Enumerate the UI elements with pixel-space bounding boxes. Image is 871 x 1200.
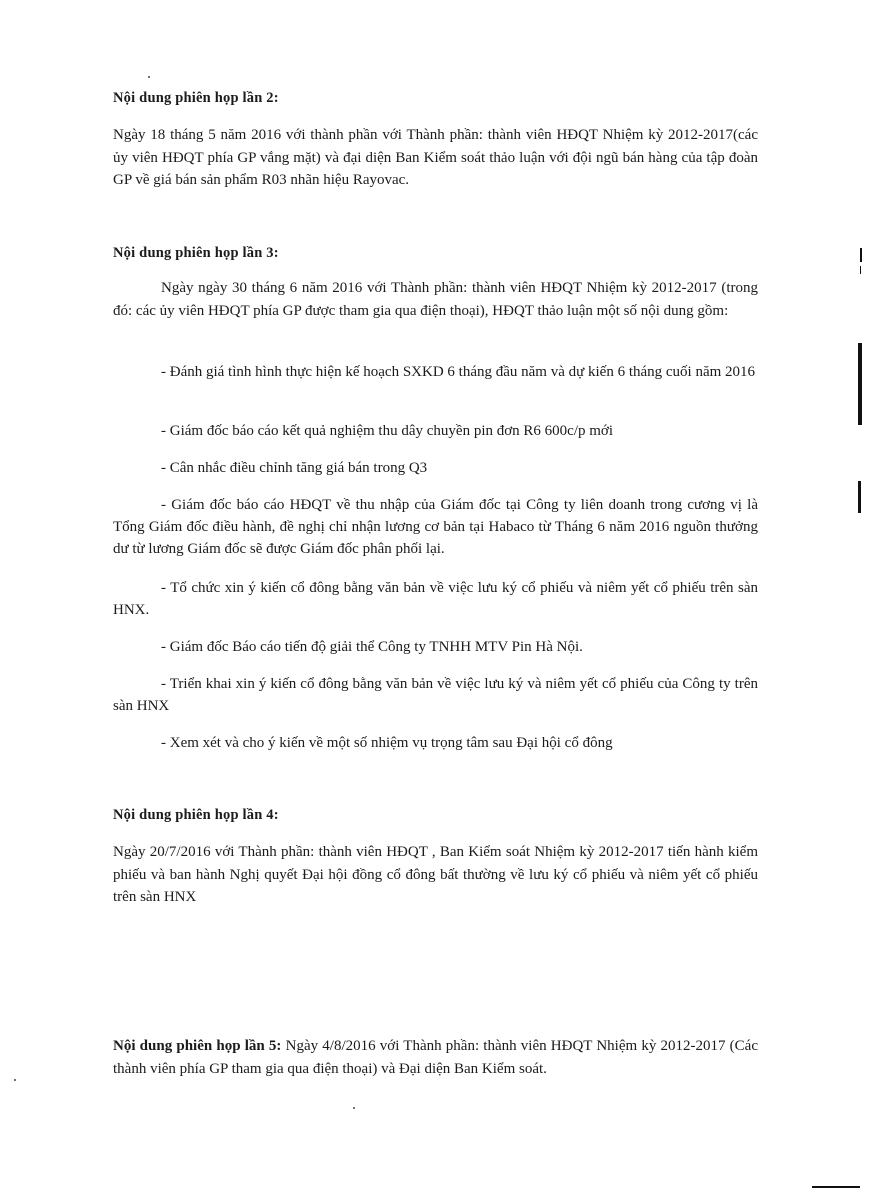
meeting-5-paragraph bbox=[113, 1035, 758, 1080]
meeting-3-item: - Giám đốc báo cáo kết quả nghiệm thu dây chuyền pin đơn R6 600c/p mới bbox=[161, 423, 614, 439]
scan-mark bbox=[860, 248, 862, 262]
meeting-4-heading: Nội dung phiên họp lần 4: bbox=[113, 807, 279, 823]
scan-mark bbox=[812, 1186, 860, 1188]
meeting-2-body: Ngày 18 tháng 5 năm 2016 với thành phần với Thành phần: thành viên HĐQT Nhiệm kỳ 2012-2017(các ủy viên HĐQT phía GP vắng mặt) và đại diện Ban Kiểm soát thảo luận với đội ngũ bán hàng của tập đoàn GP về giá bán sản phẩm R03 nhãn hiệu Rayovac. bbox=[113, 127, 758, 188]
meeting-4-body: Ngày 20/7/2016 với Thành phần: thành viên HĐQT , Ban Kiểm soát Nhiệm kỳ 2012-2017 tiến hành kiểm phiếu và ban hành Nghị quyết Đại hội đồng cổ đông bất thường về lưu ký cổ phiếu và niêm yết cổ phiếu trên sàn HNX bbox=[113, 844, 758, 905]
meeting-5-body: Ngày 4/8/2016 với Thành phần: thành viên HĐQT Nhiệm kỳ 2012-2017 (Các thành viên phía GP tham gia qua điện thoại) và Đại diện Ban Kiểm soát. bbox=[113, 1038, 759, 1077]
meeting-3-item: - Giám đốc báo cáo HĐQT về thu nhập của Giám đốc tại Công ty liên doanh trong cương vị là Tổng Giám đốc điều hành, đề nghị chỉ nhận lương cơ bản tại Habaco từ Tháng 6 năm 2016 nguồn thưởng dư từ lương Giám đốc sẽ được Giám đốc phân phối lại. bbox=[113, 497, 758, 557]
meeting-3-heading: Nội dung phiên họp lần 3: bbox=[113, 245, 279, 261]
scan-speck bbox=[14, 1079, 16, 1081]
meeting-3-item: - Xem xét và cho ý kiến về một số nhiệm vụ trọng tâm sau Đại hội cổ đông bbox=[161, 735, 613, 751]
scan-mark bbox=[858, 481, 861, 513]
meeting-5-heading: Nội dung phiên họp lần 5: bbox=[113, 1038, 282, 1054]
meeting-3-item: - Giám đốc Báo cáo tiến độ giải thể Công ty TNHH MTV Pin Hà Nội. bbox=[161, 639, 583, 655]
scan-mark bbox=[860, 266, 861, 274]
meeting-3-item: - Cân nhắc điều chỉnh tăng giá bán trong Q3 bbox=[161, 460, 428, 476]
meeting-2-heading: Nội dung phiên họp lần 2: bbox=[113, 90, 279, 106]
meeting-3-item: - Tổ chức xin ý kiến cổ đông bằng văn bản về việc lưu ký cổ phiếu và niêm yết cổ phiếu trên sàn HNX. bbox=[113, 580, 758, 618]
meeting-3-item: - Đánh giá tình hình thực hiện kế hoạch SXKD 6 tháng đầu năm và dự kiến 6 tháng cuối năm 2016 bbox=[161, 364, 756, 380]
meeting-3-body: Ngày ngày 30 tháng 6 năm 2016 với Thành phần: thành viên HĐQT Nhiệm kỳ 2012-2017 (trong đó: các ủy viên HĐQT phía GP được tham gia qua điện thoại), HĐQT thảo luận một số nội dung gồm: bbox=[113, 280, 758, 319]
scan-speck bbox=[148, 76, 150, 78]
scan-mark bbox=[858, 343, 862, 425]
meeting-3-item: - Triển khai xin ý kiến cổ đông bằng văn bản về việc lưu ký và niêm yết cổ phiếu của Công ty trên sàn HNX bbox=[113, 676, 758, 714]
scan-speck bbox=[353, 1107, 355, 1109]
